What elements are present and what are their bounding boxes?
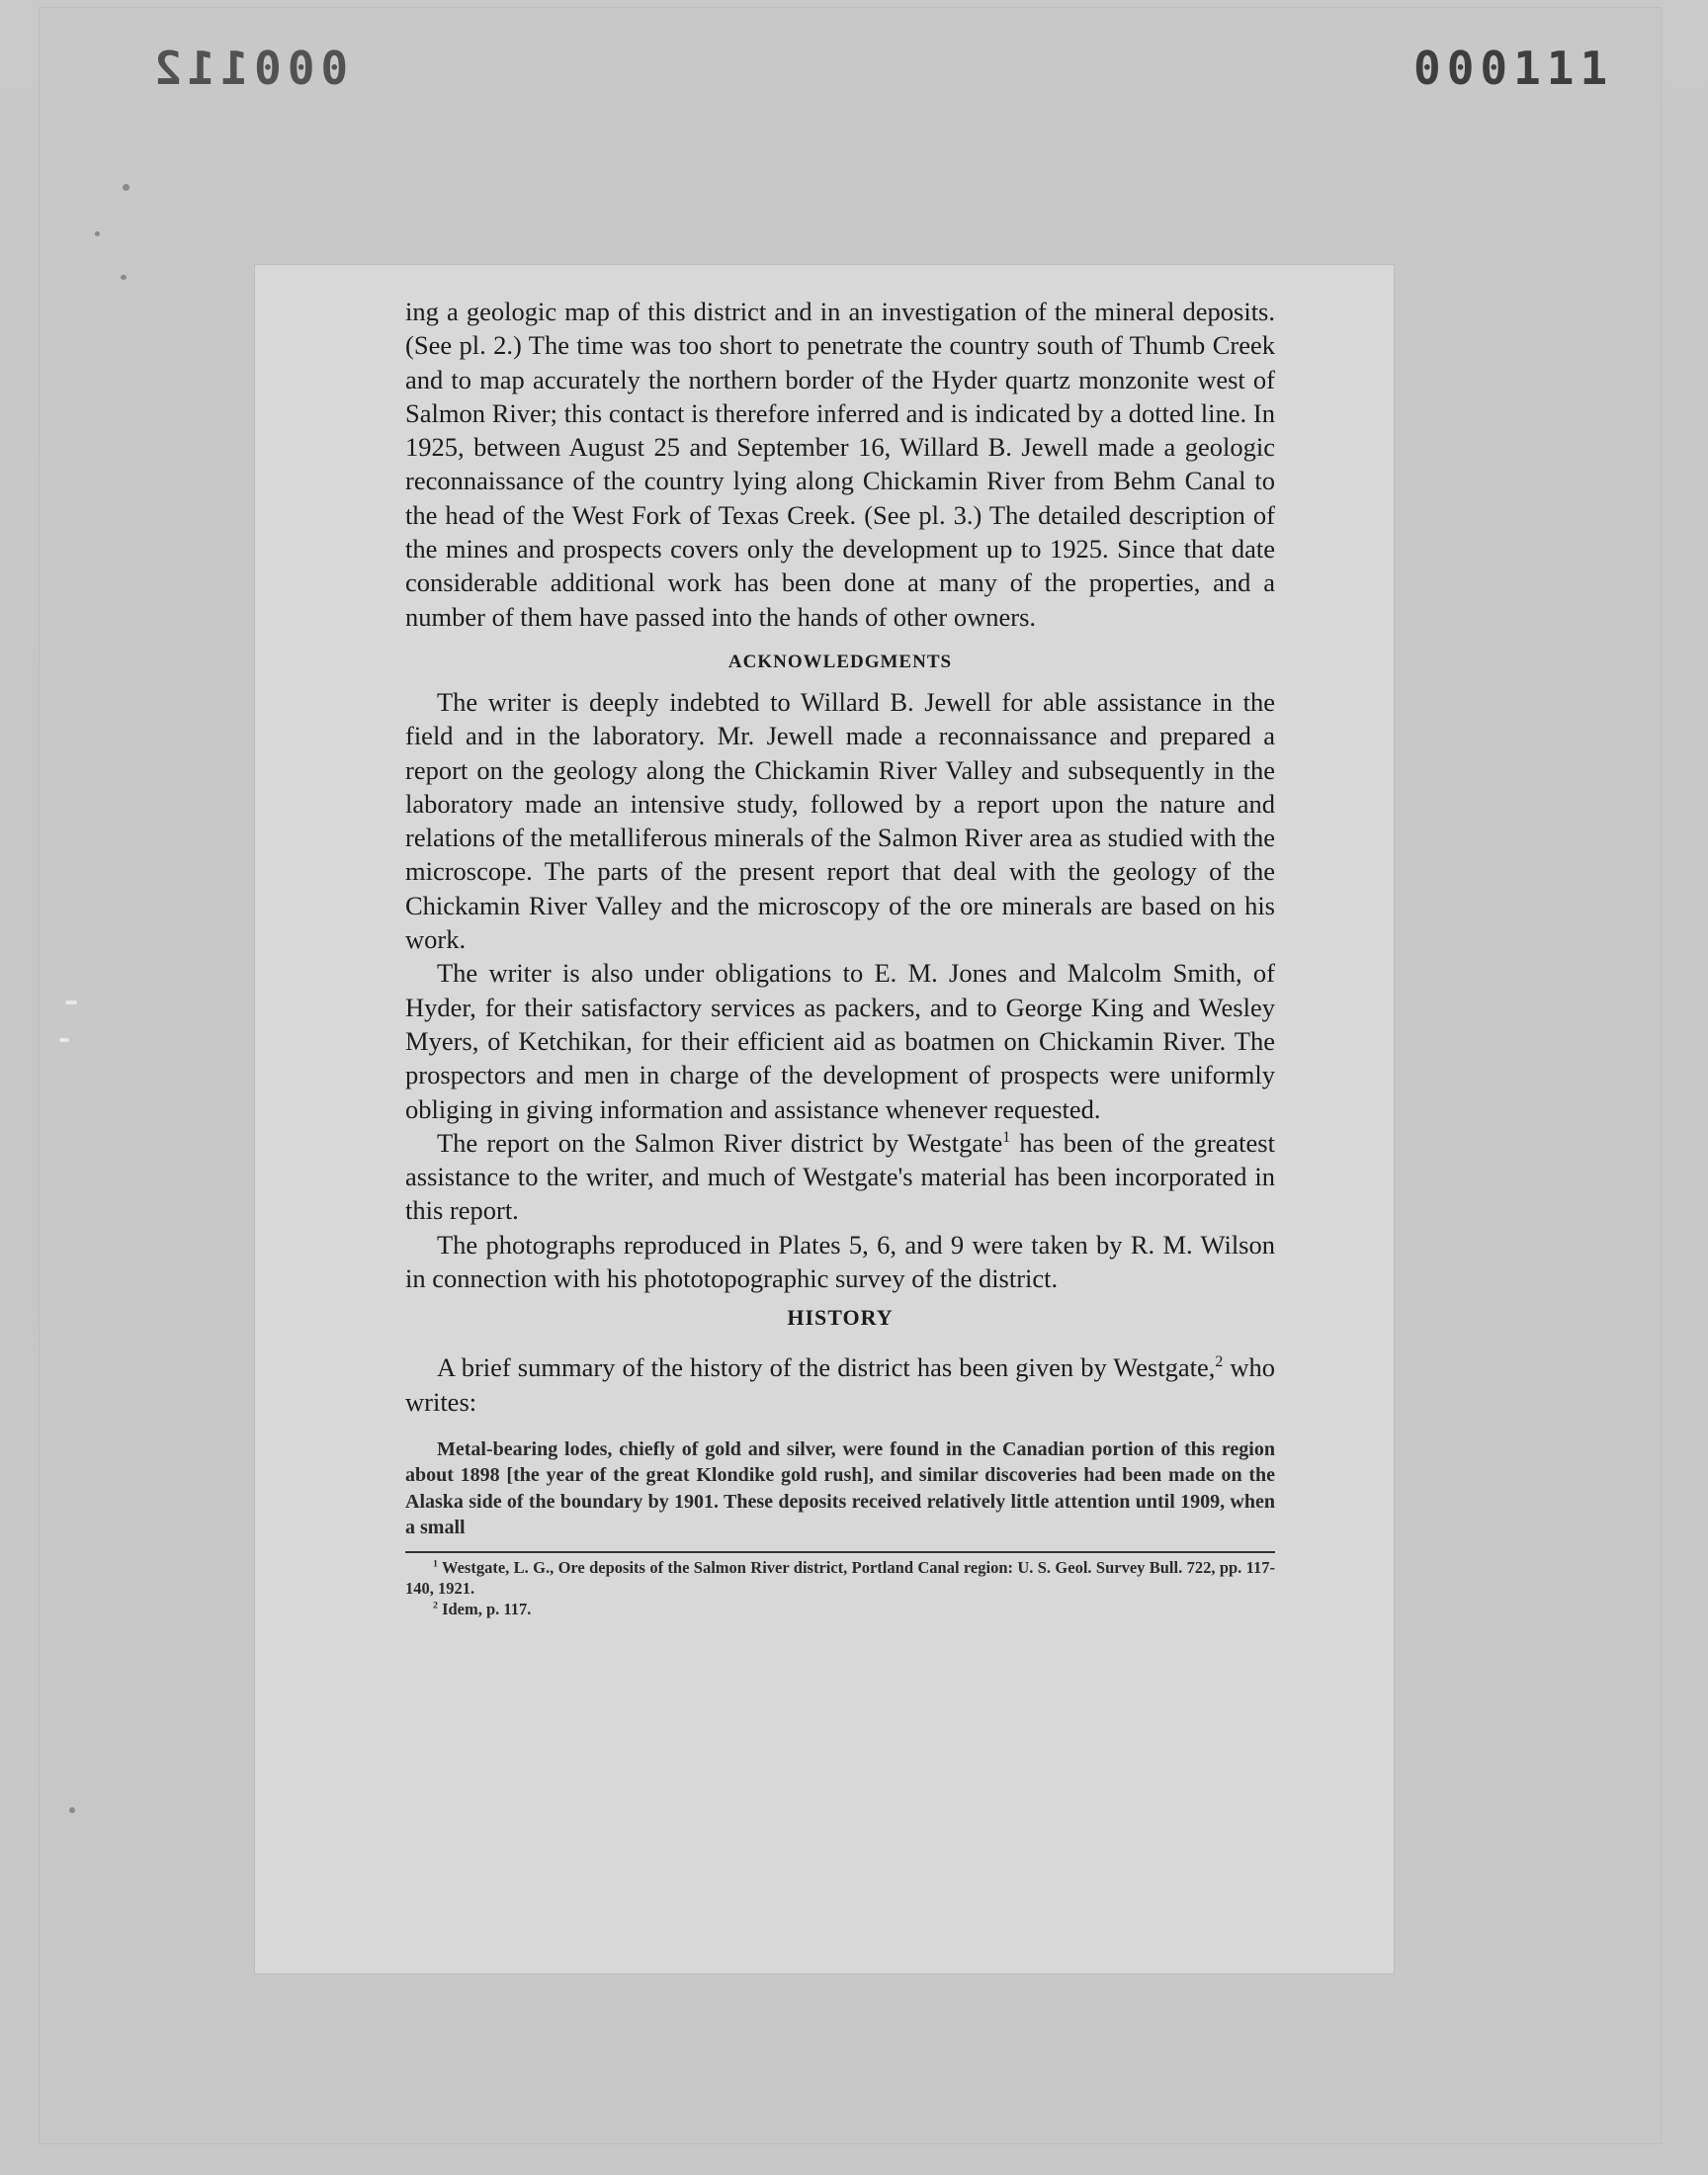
document-page [255,265,1394,1973]
paragraph-text: who writes: [405,1352,1275,1417]
scan-speck [65,1000,77,1004]
scan-speck [69,1807,75,1813]
acknowledgments-paragraph: The writer is deeply indebted to Willard B. Jewell for able assistance in the field and in the laboratory. Mr. Jewell made a reconnaissance and prepared a report on the geology along the Chickamin River Valley and subsequently in the laboratory made an intensive study, followed by a report upon the nature and relations of the metalliferous minerals of the Salmon River area as studied with the microscope. The parts of the present report that deal with the geology of the Chickamin River Valley and the microscopy of the ore minerals are based on his work. [405,686,1275,955]
footnote-marker: 2 [433,1600,438,1611]
acknowledgments-heading: ACKNOWLEDGMENTS [727,651,953,672]
acknowledgments-paragraph: The photographs reproduced in Plates 5, 6, and 9 were taken by R. M. Wilson in connection with his phototopographic survey of the district. [405,1229,1275,1294]
footnote [405,1599,1275,1619]
paragraph-text: A brief summary of the history of the district has been given by Westgate, [437,1352,1216,1383]
footnote [405,1557,1275,1599]
scan-speck [59,1038,69,1042]
acknowledgments-paragraph [405,1126,1275,1228]
scan-speck [123,184,129,191]
footnote-marker: 2 [1215,1353,1224,1371]
history-heading: HISTORY [787,1305,894,1331]
footnote-marker: 1 [1002,1129,1011,1146]
footnote-marker: 1 [433,1558,438,1570]
history-paragraph [405,1350,1275,1419]
acknowledgments-paragraph: The writer is also under obligations to E. M. Jones and Malcolm Smith, of Hyder, for their satisfactory services as packers, and to George King and Wesley Myers, of Ketchikan, for their efficient aid as boatmen on Chickamin River. The prospectors and men in charge of the development of prospects were uniformly obliging in giving information and assistance whenever requested. [405,958,1275,1124]
paragraph-text: The report on the Salmon River district by Westgate [437,1127,1003,1158]
block-quote: Metal-bearing lodes, chiefly of gold and silver, were found in the Canadian portion of this region about 1898 [the year of the great Klondike gold rush], and similar discoveries had been made on the Alaska side of the boundary by 1901. These deposits received relatively little attention until 1909, when a small [405,1437,1275,1539]
paragraph-text: has been of the greatest assistance to the writer, and much of Westgate's material has been incorporated in this report. [405,1127,1275,1226]
scan-speck [95,231,100,236]
footnote-text: Westgate, L. G., Ore deposits of the Salmon River district, Portland Canal region: U. S. Geol. Survey Bull. 722, pp. 117-140, 1921. [405,1557,1275,1598]
page-number-stamp-mirrored: 000112 [148,42,349,95]
footnote-text: Idem, p. 117. [437,1599,532,1618]
intro-paragraph: ing a geologic map of this district and in an investigation of the mineral deposits. (See pl. 2.) The time was too short to penetrate the country south of Thumb Creek and to map accurately the northern border of the Hyder quartz monzonite west of Salmon River; this contact is therefore inferred and is indicated by a dotted line. In 1925, between August 25 and September 16, Willard B. Jewell made a geologic reconnaissance of the country lying along Chickamin River from Behm Canal to the head of the West Fork of Texas Creek. (See pl. 3.) The detailed description of the mines and prospects covers only the development up to 1925. Since that date considerable additional work has been done at many of the properties, and a number of them have passed into the hands of other owners. [405,297,1275,632]
page-body [405,295,1275,1619]
scan-speck [121,275,127,280]
page-number-stamp: 000111 [1413,42,1614,95]
footnotes [405,1551,1275,1619]
